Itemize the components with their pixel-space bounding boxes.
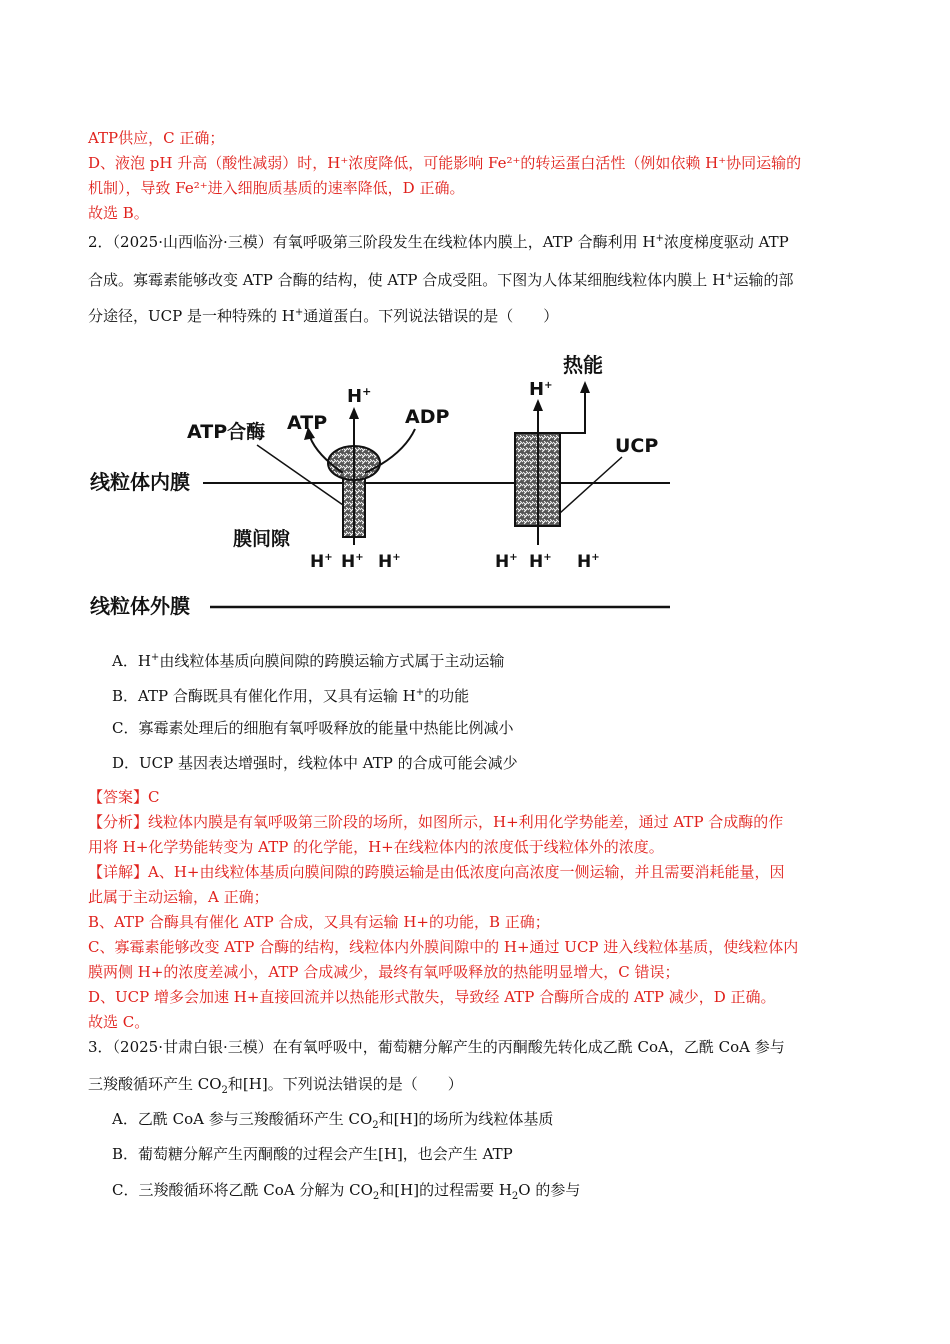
q2-option-a-1: A．H (112, 652, 151, 670)
q3-stem-line-2 (88, 1074, 463, 1101)
sub-2: 2 (372, 1191, 380, 1202)
outer-membrane-label: 线粒体外膜 (90, 594, 190, 618)
h-plus-ucp-top: H+ (529, 379, 553, 400)
inner-membrane-label: 线粒体内膜 (90, 470, 190, 494)
q2-option-b-1: B．ATP 合酶既具有催化作用，又具有运输 H (112, 687, 416, 705)
h-plus-atp-top: H+ (347, 385, 372, 407)
q3-option-b: B．葡萄糖分解产生丙酮酸的过程会产生[H]，也会产生 ATP (112, 1145, 513, 1163)
ucp-label: UCP (615, 435, 659, 457)
sup-plus: + (150, 652, 160, 663)
atp-label: ATP (287, 412, 328, 434)
h-plus-4: H+ (495, 552, 518, 572)
q2-detail-1: 【详解】A、H+由线粒体基质向膜间隙的跨膜运输是由低浓度向高浓度一侧运输，并且需要消耗能量，因 (88, 863, 785, 881)
heat-label: 热能 (563, 353, 603, 377)
mitochondria-membrane-diagram (85, 345, 685, 625)
q2-stem-1a: 2．（2025·山西临汾·三模）有氧呼吸第三阶段发生在线粒体内膜上，ATP 合酶利用 H (88, 233, 656, 251)
prev-answer-line-2: D、液泡 pH 升高（酸性减弱）时，H⁺浓度降低，可能影响 Fe²⁺的转运蛋白活性（例如依赖 H⁺协同运输的 (88, 154, 802, 172)
q2-option-b-2: 的功能 (424, 687, 470, 705)
h-plus-3: H+ (378, 552, 401, 572)
q2-stem-line-2 (88, 267, 794, 290)
prev-answer-line-1: ATP供应，C 正确； (88, 129, 225, 147)
h-plus-1: H+ (310, 552, 333, 572)
q3-option-a (112, 1109, 553, 1136)
q2-option-c: C．寡霉素处理后的细胞有氧呼吸释放的能量中热能比例减小 (112, 719, 514, 737)
q3-option-a-2: 和[H]的场所为线粒体基质 (378, 1110, 554, 1128)
intermembrane-space-label: 膜间隙 (233, 528, 291, 550)
sub-2: 2 (511, 1191, 519, 1202)
sup-plus: + (294, 307, 304, 318)
q2-option-a-2: 由线粒体基质向膜间隙的跨膜运输方式属于主动运输 (159, 652, 505, 670)
q2-answer: 【答案】C (88, 788, 160, 806)
q2-analysis-2: 用将 H+化学势能转变为 ATP 的化学能，H+在线粒体内的浓度低于线粒体外的浓度。 (88, 838, 664, 856)
h-plus-2: H+ (341, 552, 364, 572)
q2-choose: 故选 C。 (88, 1013, 150, 1031)
q2-stem-line-3 (88, 303, 558, 326)
sup-plus: + (655, 233, 664, 244)
q2-detail-4: C、寡霉素能够改变 ATP 合酶的结构，线粒体内外膜间隙中的 H+通过 UCP 进入线粒体基质，使线粒体内 (88, 938, 799, 956)
q3-option-c (112, 1180, 580, 1207)
q2-stem-3a: 分途径，UCP 是一种特殊的 H (88, 307, 295, 325)
q3-option-c-2: 和[H]的过程需要 H (379, 1181, 512, 1199)
q3-option-a-1: A．乙酰 CoA 参与三羧酸循环产生 CO (112, 1110, 373, 1128)
q2-detail-5: 膜两侧 H+的浓度差减小，ATP 合成减少，最终有氧呼吸释放的热能明显增大，C 错误； (88, 963, 680, 981)
sub-2: 2 (221, 1085, 228, 1096)
q2-detail-2: 此属于主动运输，A 正确； (88, 888, 269, 906)
q2-analysis-1: 【分析】线粒体内膜是有氧呼吸第三阶段的场所，如图所示，H+利用化学势能差，通过 ATP 合成酶的作 (88, 813, 784, 831)
sup-plus: + (415, 687, 425, 698)
q2-detail-6: D、UCP 增多会加速 H+直接回流并以热能形式散失，导致经 ATP 合酶所合成的 ATP 减少，D 正确。 (88, 988, 776, 1006)
q2-option-b (112, 683, 469, 706)
q2-detail-3: B、ATP 合酶具有催化 ATP 合成，又具有运输 H+的功能，B 正确； (88, 913, 550, 931)
prev-answer-choose: 故选 B。 (88, 204, 149, 222)
atp-synthase-label: ATP合酶 (187, 421, 266, 443)
q2-stem-1b: 浓度梯度驱动 ATP (663, 233, 789, 251)
sub-2: 2 (372, 1120, 379, 1131)
q2-stem-line-1 (88, 229, 789, 252)
q3-stem-2a: 三羧酸循环产生 CO (88, 1075, 222, 1093)
q3-stem-line-1: 3．（2025·甘肃白银·三模）在有氧呼吸中，葡萄糖分解产生的丙酮酸先转化成乙酰 CoA，乙酰 CoA 参与 (88, 1038, 785, 1056)
q2-stem-2a: 合成。寡霉素能够改变 ATP 合酶的结构，使 ATP 合成受阻。下图为人体某细胞线粒体内膜上 H (88, 271, 726, 289)
h-plus-6: H+ (577, 552, 600, 572)
h-plus-5: H+ (529, 552, 552, 572)
q3-stem-2b: 和[H]。下列说法错误的是（ ） (227, 1075, 463, 1093)
q2-option-a (112, 648, 504, 671)
q2-stem-3b: 通道蛋白。下列说法错误的是（ ） (303, 307, 559, 325)
q3-option-c-3: O 的参与 (518, 1181, 581, 1199)
q2-stem-2b: 运输的部 (733, 271, 794, 289)
q3-option-c-1: C．三羧酸循环将乙酰 CoA 分解为 CO (112, 1181, 373, 1199)
q2-option-d: D．UCP 基因表达增强时，线粒体中 ATP 的合成可能会减少 (112, 754, 518, 772)
adp-label: ADP (405, 406, 450, 428)
prev-answer-line-3: 机制），导致 Fe²⁺进入细胞质基质的速率降低，D 正确。 (88, 179, 465, 197)
sup-plus: + (725, 271, 734, 282)
